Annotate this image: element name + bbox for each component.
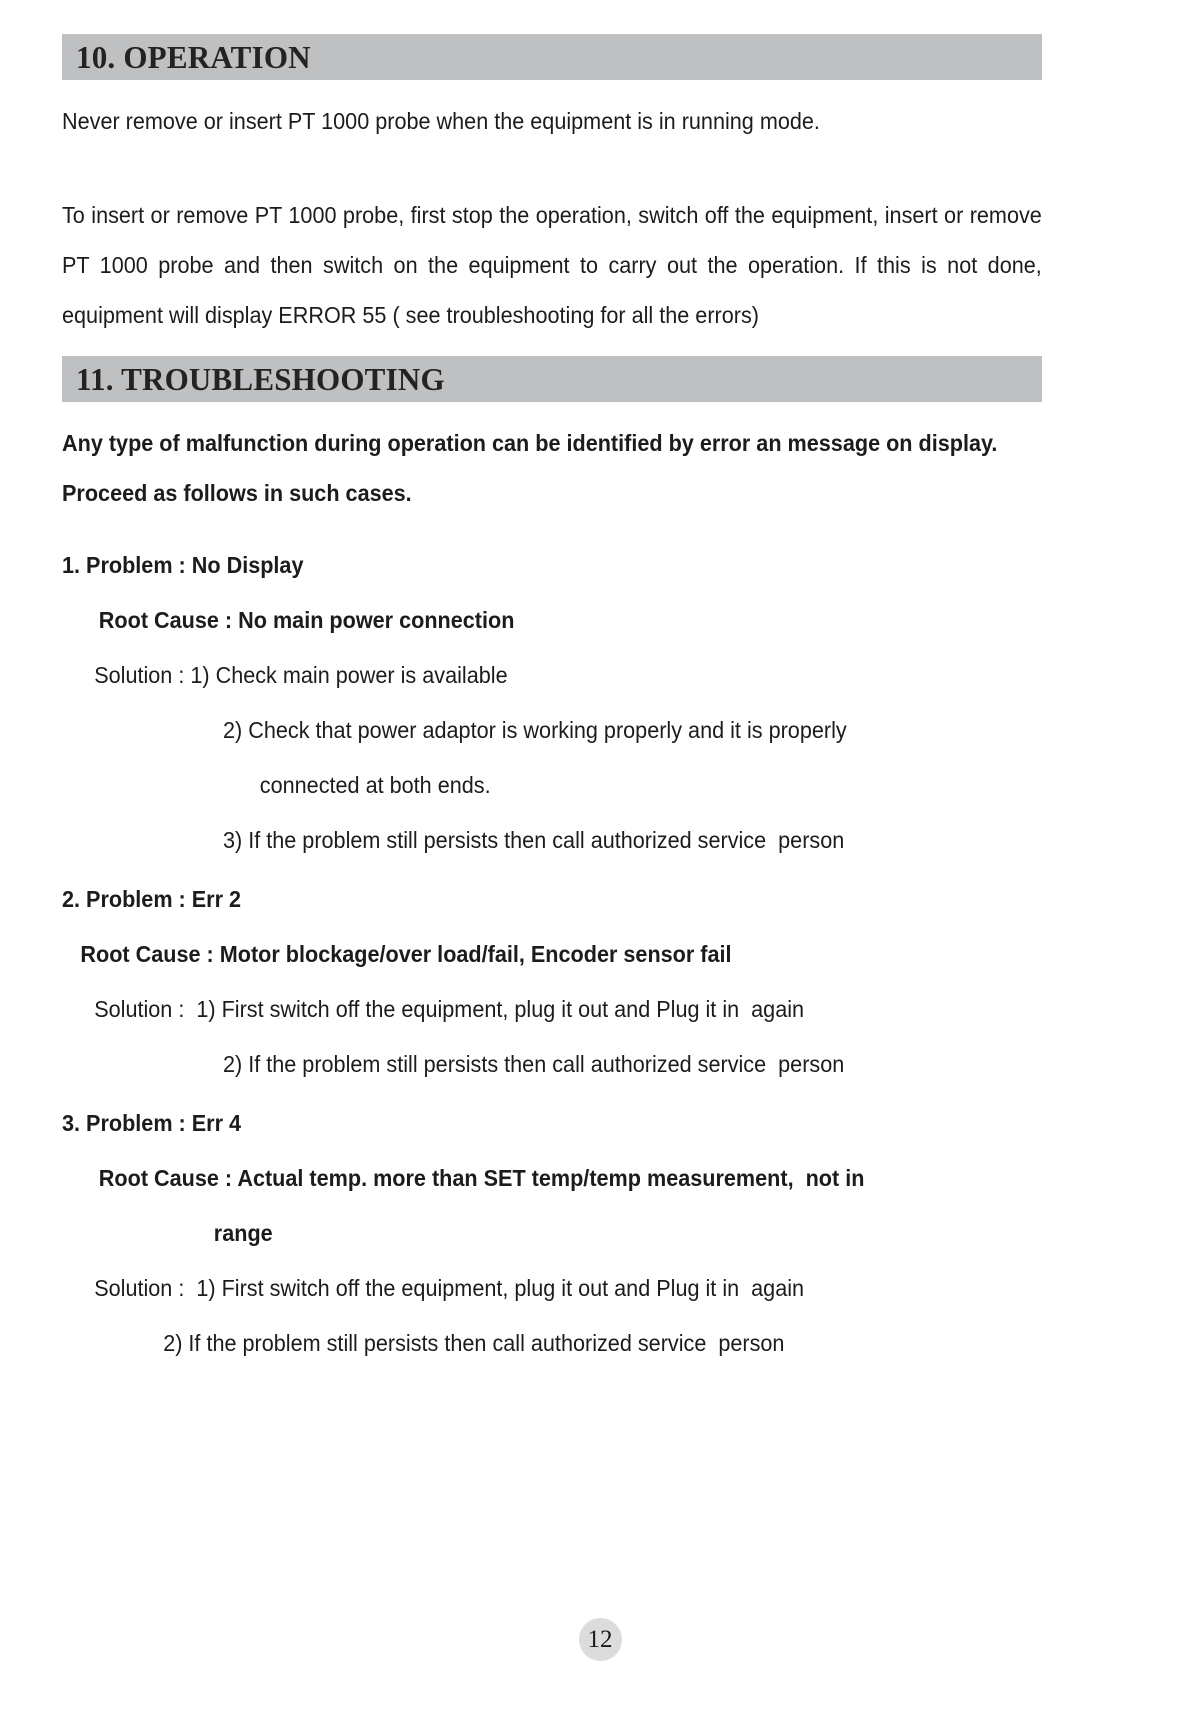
top-spacer — [62, 0, 1042, 34]
spacer — [62, 518, 1042, 534]
root-cause-1: Root Cause : No main power connection — [98, 607, 515, 633]
section-heading-operation-label: 10. OPERATION — [76, 39, 311, 75]
operation-paragraph-1: Never remove or insert PT 1000 probe when the equipment is in running mode. — [62, 108, 820, 134]
solution-line-1-2: 2) Check that power adaptor is working properly and it is properly — [223, 717, 847, 743]
problem-heading-2: 2. Problem : Err 2 — [62, 886, 242, 912]
solution-line-2-2: 2) If the problem still persists then call authorized service person — [223, 1051, 845, 1077]
section-heading-troubleshooting-label: 11. TROUBLESHOOTING — [76, 361, 445, 397]
solution-line-3-2: 2) If the problem still persists then call authorized service person — [163, 1330, 785, 1356]
page-content — [62, 0, 1048, 1371]
section-heading-operation — [62, 34, 1042, 80]
root-cause-3-continued: range — [213, 1220, 273, 1246]
solution-line-1-2-cont: connected at both ends. — [259, 772, 491, 798]
solution-line-3-1: Solution : 1) First switch off the equipment, plug it out and Plug it in again — [94, 1275, 805, 1301]
page-number-badge: 12 — [579, 1618, 622, 1661]
problem-heading-3: 3. Problem : Err 4 — [62, 1110, 242, 1136]
solution-line-1-3: 3) If the problem still persists then call authorized service person — [223, 827, 845, 853]
spacer — [62, 80, 1042, 96]
solution-line-2-1: Solution : 1) First switch off the equipment, plug it out and Plug it in again — [94, 996, 805, 1022]
section-heading-troubleshooting — [62, 356, 1042, 402]
root-cause-3: Root Cause : Actual temp. more than SET temp/temp measurement, not in — [98, 1165, 865, 1191]
operation-paragraph-2: To insert or remove PT 1000 probe, first stop the operation, switch off the equipment, insert or remove PT 1000 probe and then switch on the equipment to carry out the operation. If this is not done, equipment will display ERROR 55 ( see troubleshooting for all the errors) — [62, 202, 1048, 328]
troubleshooting-intro: Any type of malfunction during operation can be identified by error an message on display. Proceed as follows in such cases. — [62, 430, 1004, 506]
spacer — [62, 340, 1042, 356]
problem-heading-1: 1. Problem : No Display — [62, 552, 304, 578]
solution-line-1-1: Solution : 1) Check main power is available — [94, 662, 508, 688]
spacer — [62, 146, 1042, 190]
root-cause-2: Root Cause : Motor blockage/over load/fail, Encoder sensor fail — [80, 941, 732, 967]
spacer — [62, 402, 1042, 418]
page-footer — [0, 1618, 1200, 1661]
